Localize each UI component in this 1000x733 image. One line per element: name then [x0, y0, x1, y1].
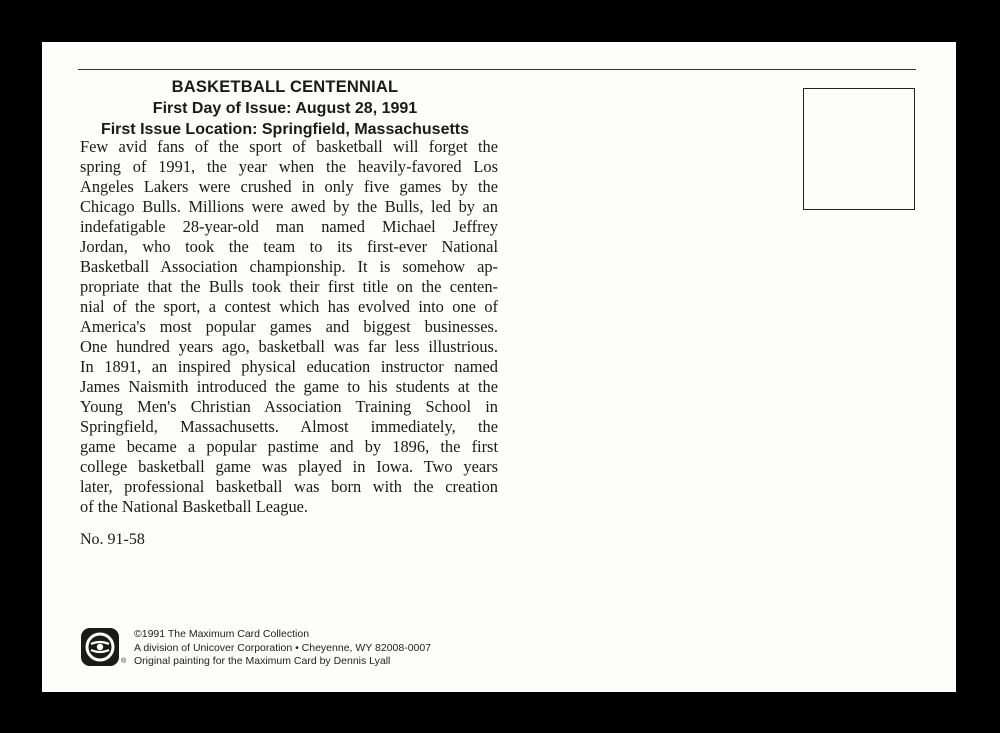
description-line: James Naismith introduced the game to his students at the — [80, 377, 498, 396]
maximum-card-logo-icon — [80, 627, 120, 667]
division-line: A division of Unicover Corporation • Cheyenne, WY 82008-0007 — [134, 641, 432, 654]
description-line: Young Men's Christian Association Training School in — [80, 397, 498, 416]
stamp-placement-box — [803, 88, 915, 210]
description-line: Few avid fans of the sport of basketball will forget the — [80, 137, 498, 156]
publisher-footer — [134, 628, 431, 669]
first-day-of-issue: First Day of Issue: August 28, 1991 — [152, 100, 418, 117]
description-line: America's most popular games and biggest businesses. — [80, 317, 498, 336]
description-line: Basketball Association championship. It is somehow ap- — [80, 257, 498, 276]
description-line: propriate that the Bulls took their first title on the centen- — [80, 277, 498, 296]
description-line: indefatigable 28-year-old man named Michael Jeffrey — [80, 217, 498, 236]
description-line: nial of the sport, a contest which has evolved into one of — [80, 297, 498, 316]
top-divider — [78, 69, 916, 70]
description-line: Chicago Bulls. Millions were awed by the Bulls, led by an — [80, 197, 498, 216]
description-line: college basketball game was played in Iowa. Two years — [80, 457, 498, 476]
description-line: spring of 1991, the year when the heavily-favored Los — [80, 157, 498, 176]
description-line: In 1891, an inspired physical education instructor named — [80, 357, 498, 376]
registered-mark: ® — [121, 658, 127, 665]
copyright-line: ©1991 The Maximum Card Collection — [134, 628, 310, 640]
postcard-back — [42, 42, 956, 692]
description-line: One hundred years ago, basketball was far less illustrious. — [80, 337, 498, 356]
description-line: game became a popular pastime and by 1896, the first — [80, 437, 498, 456]
first-issue-location: First Issue Location: Springfield, Massachusetts — [100, 121, 470, 138]
card-number: No. 91-58 — [80, 531, 145, 548]
card-title: BASKETBALL CENTENNIAL — [171, 78, 399, 96]
card-heading — [80, 77, 490, 140]
description-line: later, professional basketball was born with the creation — [80, 477, 498, 496]
description-line: of the National Basketball League. — [80, 497, 309, 516]
description-line: Springfield, Massachusetts. Almost immediately, the — [80, 417, 498, 436]
description-text — [80, 137, 498, 517]
painting-credit-line: Original painting for the Maximum Card by Dennis Lyall — [134, 655, 391, 667]
description-line: Angeles Lakers were crushed in only five games by the — [80, 177, 498, 196]
description-line: Jordan, who took the team to its first-ever National — [80, 237, 498, 256]
